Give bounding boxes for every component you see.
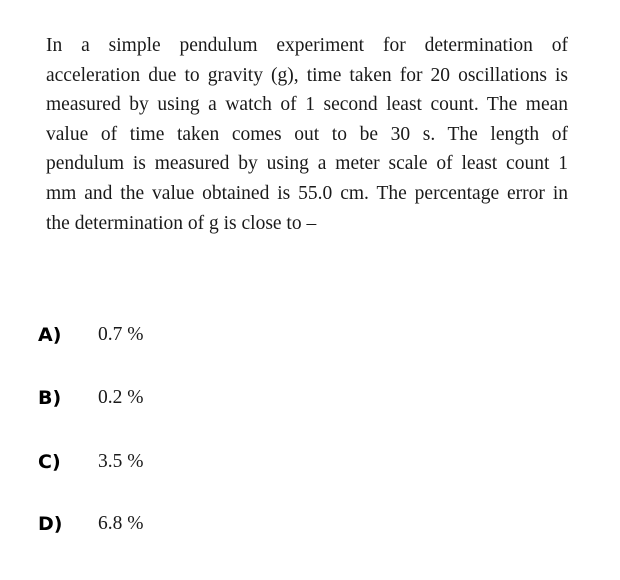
- option-c-value: 3.5 %: [98, 451, 144, 472]
- option-a-letter: A): [38, 324, 62, 346]
- option-b[interactable]: [38, 383, 144, 413]
- option-d[interactable]: [38, 509, 144, 539]
- option-b-letter: B): [38, 387, 62, 409]
- option-c[interactable]: [38, 447, 144, 477]
- question-text: [46, 31, 568, 238]
- option-a-value: 0.7 %: [98, 324, 144, 345]
- question-line: pendulum is measured by using a meter scale of least count 1: [46, 153, 568, 175]
- option-b-value: 0.2 %: [98, 387, 144, 408]
- question-line: measured by using a watch of 1 second least count. The mean: [46, 94, 568, 116]
- question-line: value of time taken comes out to be 30 s. The length of: [46, 123, 568, 145]
- option-a[interactable]: [38, 320, 144, 350]
- option-d-letter: D): [38, 513, 63, 535]
- question-line: acceleration due to gravity (g), time taken for 20 oscillations is: [46, 64, 568, 86]
- question-line: mm and the value obtained is 55.0 cm. The percentage error in: [46, 182, 568, 204]
- option-c-letter: C): [38, 451, 61, 473]
- question-line: the determination of g is close to –: [46, 212, 317, 234]
- question-line: In a simple pendulum experiment for determination of: [46, 35, 568, 56]
- option-d-value: 6.8 %: [98, 513, 144, 534]
